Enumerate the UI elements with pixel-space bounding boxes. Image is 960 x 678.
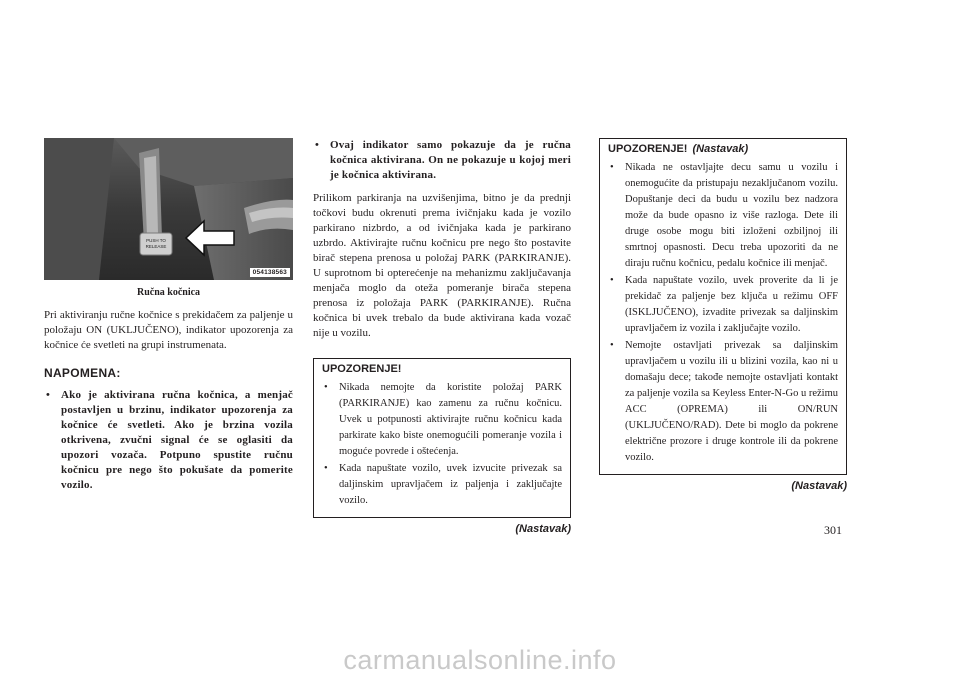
warning-title <box>608 143 838 155</box>
image-code: 054138563 <box>250 268 290 277</box>
parking-brake-figure <box>44 138 293 280</box>
warning-box-2 <box>599 138 847 475</box>
left-column <box>44 138 293 493</box>
warning-item: • Nikada nemojte da koristite položaj PARK (PARKIRANJE) kao zamenu za ručnu kočnicu. Uvek u potpunosti aktivirajte ručnu kočnicu kada parkirate kako biste onemogućili pomeranje vozila i moguće povrede i oštećenja. <box>322 380 562 460</box>
note-bullet: • Ako je aktivirana ručna kočnica, a menjač postavljen u brzinu, indikator upozorenja za kočnice će svetleti. Ako je brzina vozila otkrivena, zvučni signal će se oglasiti da upozori vozača. Potpuno spustite ručnu kočnicu pre nego što pokušate da pomerite vozilo. <box>44 388 293 493</box>
release-label-line2: RELEASE <box>145 244 167 249</box>
page-number: 301 <box>824 523 842 537</box>
watermark: carmanualsonline.info <box>343 645 617 675</box>
paragraph-activation: Pri aktiviranju ručne kočnice s prekidačem za paljenje u položaju ON (UKLJUČENO), indikator upozorenja za kočnice će svetleti na grupi instrumenata. <box>44 309 293 351</box>
middle-column <box>313 138 571 535</box>
note-heading: NAPOMENA: <box>44 366 121 380</box>
right-column <box>599 138 847 492</box>
indicator-list <box>313 138 571 183</box>
figure-caption: Ručna kočnica <box>136 287 201 298</box>
warning-item: • Nemojte ostavljati privezak sa daljinskim upravljačem u vozilu ili u blizini vozila, kao ni u domašaju dece; takođe nemojte ostavljati kontakt za paljenje vozila sa Keyless Enter-N-Go u režimu ACC (OPREMA) ili ON/RUN (UKLJUČENO/RAD). Dete bi moglo da pokrene električne prozore i druge kontrole ili da pokrene vozilo. <box>608 338 838 466</box>
continued-label: (Nastavak) <box>515 523 571 535</box>
warning-title-continued: (Nastavak) <box>692 143 749 155</box>
release-label-line1: PUSH TO <box>146 238 166 243</box>
warning-item: • Kada napuštate vozilo, uvek izvucite privezak sa daljinskim upravljačem iz paljenja i zaključajte vozilo. <box>322 461 562 509</box>
warning-title: UPOZORENJE! <box>322 363 402 375</box>
warning-list <box>322 380 562 509</box>
warning-title-text: UPOZORENJE! <box>608 143 688 155</box>
note-list <box>44 388 293 493</box>
warning-item: • Kada napuštate vozilo, uvek proverite da li je prekidač za paljenje bez ključa u režimu OFF (ISKLJUČENO), izvadite privezak sa daljinskim upravljačem iz vozila i zaključajte vozilo. <box>608 273 838 337</box>
continued-label: (Nastavak) <box>791 480 847 492</box>
paragraph-parking: Prilikom parkiranja na uzvišenjima, bitno je da prednji točkovi budu okrenuti prema ivičnjaku kada je vozilo parkirano nizbrdo, a od ivičnjaka kada je parkirano uzbrdo. Aktivirajte ručnu kočnicu pre nego što postavite birač stepena prenosa u položaj PARK (PARKIRANJE). U suprotnom bi opterećenje na mehanizmu zaključavanja menjača moglo da oteža pomeranje birača stepena prenosa iz položaja PARK (PARKIRANJE). Ručna kočnica bi uvek trebalo da bude aktivirana kada vozač nije u vozilu. <box>313 192 571 339</box>
warning-box-1 <box>313 358 571 518</box>
warning-item: • Nikada ne ostavljajte decu samu u vozilu i onemogućite da pristupaju nezaključanom vozilu. Dopuštanje deci da budu u vozilu bez nadzora može da bude opasno iz više razloga. Dete ili druge osobe mogu biti izloženi ozbiljnoj ili smrtnoj opasnosti. Decu treba upozoriti da ne diraju ručnu kočnicu, pedalu kočnice ili menjač. <box>608 160 838 272</box>
warning-list <box>608 160 838 466</box>
indicator-bullet: • Ovaj indikator samo pokazuje da je ručna kočnica aktivirana. On ne pokazuje u kojoj meri je kočnica aktivirana. <box>313 138 571 183</box>
parking-brake-illustration <box>44 138 293 280</box>
